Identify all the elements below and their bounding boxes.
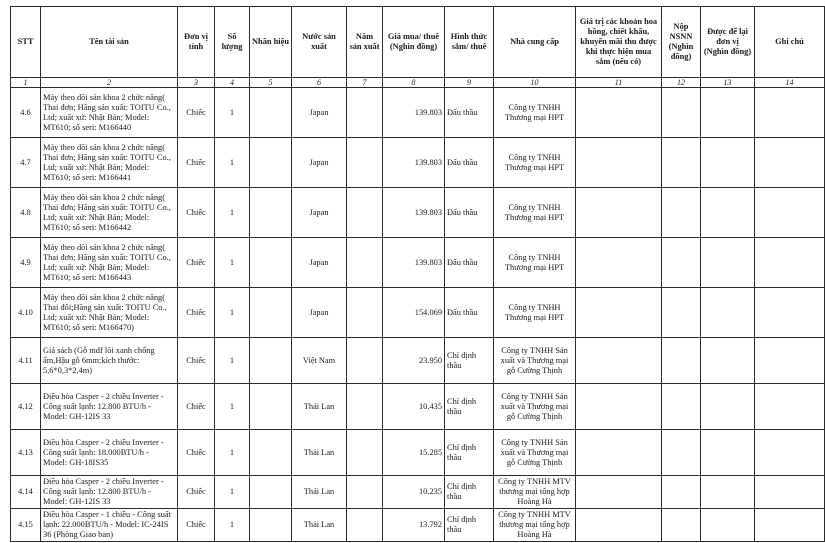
row-notes — [755, 509, 825, 542]
row-brand — [250, 384, 292, 430]
row-supplier: Công ty TNHH MTV thương mại tổng hợp Hoàng Hà — [494, 476, 576, 509]
row-asset-name: Điều hòa Casper - 2 chiều Inverter - Công suất lạnh: 12.800 BTU/h - Model: GH-12IS 33 — [41, 384, 178, 430]
row-country: Japan — [292, 188, 347, 238]
column-number: 3 — [178, 78, 215, 88]
row-asset-name: Điều hòa Casper - 2 chiều Inverter - Công suất lạnh: 12.800 BTU/h - Model: GH-12IS 33 — [41, 476, 178, 509]
row-state-budget — [662, 88, 701, 138]
row-state-budget — [662, 509, 701, 542]
row-method: Chỉ định thầu — [445, 476, 494, 509]
header-country: Nước sản xuất — [292, 7, 347, 78]
table-row — [11, 384, 825, 430]
row-quantity: 1 — [215, 88, 250, 138]
row-price: 10.235 — [383, 476, 445, 509]
row-supplier: Công ty TNHH Thương mại HPT — [494, 188, 576, 238]
row-asset-name: Điều hòa Casper - 2 chiều Inverter - Công suất lạnh: 18.000BTU/h - Model: GH-18IS35 — [41, 430, 178, 476]
row-brand — [250, 509, 292, 542]
row-commission — [576, 188, 662, 238]
row-asset-name: Điều hòa Casper - 1 chiều - Công suất lạnh: 22.000BTU/h - Model: IC-24IS 36 (Phòng Giao ban) — [41, 509, 178, 542]
row-retained — [701, 188, 755, 238]
row-stt: 4.7 — [11, 138, 41, 188]
row-brand — [250, 188, 292, 238]
table-row — [11, 238, 825, 288]
row-unit: Chiếc — [178, 238, 215, 288]
row-supplier: Công ty TNHH Thương mại HPT — [494, 88, 576, 138]
row-stt: 4.15 — [11, 509, 41, 542]
header-notes: Ghi chú — [755, 7, 825, 78]
row-notes — [755, 430, 825, 476]
row-year — [347, 138, 383, 188]
row-stt: 4.10 — [11, 288, 41, 338]
row-country: Japan — [292, 288, 347, 338]
row-method: Đấu thầu — [445, 88, 494, 138]
row-method: Đấu thầu — [445, 188, 494, 238]
row-unit: Chiếc — [178, 188, 215, 238]
row-unit: Chiếc — [178, 509, 215, 542]
row-state-budget — [662, 138, 701, 188]
row-notes — [755, 188, 825, 238]
row-retained — [701, 238, 755, 288]
row-unit: Chiếc — [178, 288, 215, 338]
row-retained — [701, 430, 755, 476]
header-state-budget: Nộp NSNN (Nghìn đồng) — [662, 7, 701, 78]
row-year — [347, 188, 383, 238]
row-supplier: Công ty TNHH Sản xuất và Thương mại gỗ Cường Thịnh — [494, 384, 576, 430]
row-quantity: 1 — [215, 138, 250, 188]
row-asset-name: Máy theo dõi sản khoa 2 chức năng( Thai đơn; Hãng sản xuất: TOITU Co., Ltd; xuất xứ: Nhật Bản; Model: MT610; số seri: M166443 — [41, 238, 178, 288]
row-unit: Chiếc — [178, 430, 215, 476]
header-stt: STT — [11, 7, 41, 78]
row-brand — [250, 138, 292, 188]
row-commission — [576, 430, 662, 476]
row-stt: 4.8 — [11, 188, 41, 238]
row-method: Chỉ định thầu — [445, 384, 494, 430]
row-brand — [250, 238, 292, 288]
header-commission: Giá trị các khoản hoa hồng, chiết khấu, khuyến mãi thu được khi thực hiện mua sắm (nếu có) — [576, 7, 662, 78]
table-row — [11, 188, 825, 238]
row-supplier: Công ty TNHH Thương mại HPT — [494, 238, 576, 288]
row-commission — [576, 338, 662, 384]
row-year — [347, 288, 383, 338]
row-state-budget — [662, 430, 701, 476]
asset-table — [10, 6, 825, 542]
row-year — [347, 476, 383, 509]
row-notes — [755, 238, 825, 288]
row-method: Chỉ định thầu — [445, 338, 494, 384]
column-number: 14 — [755, 78, 825, 88]
column-number: 12 — [662, 78, 701, 88]
row-commission — [576, 288, 662, 338]
header-asset-name: Tên tài sản — [41, 7, 178, 78]
row-notes — [755, 288, 825, 338]
row-quantity: 1 — [215, 338, 250, 384]
column-number: 4 — [215, 78, 250, 88]
row-method: Đấu thầu — [445, 288, 494, 338]
row-stt: 4.14 — [11, 476, 41, 509]
row-stt: 4.13 — [11, 430, 41, 476]
row-country: Japan — [292, 88, 347, 138]
row-notes — [755, 88, 825, 138]
row-supplier: Công ty TNHH Sản xuất và Thương mại gỗ Cường Thịnh — [494, 338, 576, 384]
row-price: 10.435 — [383, 384, 445, 430]
row-notes — [755, 338, 825, 384]
column-number: 7 — [347, 78, 383, 88]
row-retained — [701, 509, 755, 542]
row-quantity: 1 — [215, 288, 250, 338]
row-state-budget — [662, 384, 701, 430]
row-price: 139.803 — [383, 88, 445, 138]
row-supplier: Công ty TNHH Thương mại HPT — [494, 288, 576, 338]
row-state-budget — [662, 338, 701, 384]
table-row — [11, 430, 825, 476]
row-country: Thái Lan — [292, 509, 347, 542]
row-year — [347, 509, 383, 542]
row-asset-name: Máy theo dõi sản khoa 2 chức năng( Thai đơn; Hãng sản xuất: TOITU Co., Ltd; xuất xứ: Nhật Bản; Model: MT610; số seri: M166441 — [41, 138, 178, 188]
header-method: Hình thức sắm/ thuê — [445, 7, 494, 78]
row-method: Đấu thầu — [445, 238, 494, 288]
row-country: Japan — [292, 138, 347, 188]
header-supplier: Nhà cung cấp — [494, 7, 576, 78]
column-number-row — [11, 78, 825, 88]
row-asset-name: Máy theo dõi sản khoa 2 chức năng( Thai đơn; Hãng sản xuất: TOITU Co., Ltd; xuất xứ: Nhật Bản; Model: MT610; số seri: M166440 — [41, 88, 178, 138]
row-notes — [755, 476, 825, 509]
column-number: 6 — [292, 78, 347, 88]
row-price: 154.069 — [383, 288, 445, 338]
row-country: Việt Nam — [292, 338, 347, 384]
row-commission — [576, 476, 662, 509]
row-notes — [755, 138, 825, 188]
row-unit: Chiếc — [178, 88, 215, 138]
table-row — [11, 88, 825, 138]
row-retained — [701, 384, 755, 430]
row-retained — [701, 338, 755, 384]
row-year — [347, 430, 383, 476]
row-quantity: 1 — [215, 188, 250, 238]
row-commission — [576, 384, 662, 430]
row-asset-name: Máy theo dõi sản khoa 2 chức năng( Thai đôi;Hãng sản xuất: TOITU Co., Ltd; xuất xứ: Nhật Bản; Model: MT610; số seri: M166470) — [41, 288, 178, 338]
row-price: 139.803 — [383, 188, 445, 238]
row-stt: 4.9 — [11, 238, 41, 288]
asset-table-sheet — [10, 6, 804, 541]
row-country: Thái Lan — [292, 430, 347, 476]
row-year — [347, 384, 383, 430]
row-unit: Chiếc — [178, 338, 215, 384]
row-retained — [701, 88, 755, 138]
column-number: 5 — [250, 78, 292, 88]
row-country: Thái Lan — [292, 384, 347, 430]
row-asset-name: Giá sách (Gỗ mdf lõi xanh chống ẩm,Hậu gỗ 6mm;kích thước: 5,6*0,3*2,4m) — [41, 338, 178, 384]
table-row — [11, 288, 825, 338]
table-row — [11, 338, 825, 384]
header-quantity: Số lượng — [215, 7, 250, 78]
table-row — [11, 476, 825, 509]
row-notes — [755, 384, 825, 430]
column-number: 13 — [701, 78, 755, 88]
header-year: Năm sản xuất — [347, 7, 383, 78]
row-price: 23.950 — [383, 338, 445, 384]
row-quantity: 1 — [215, 430, 250, 476]
row-brand — [250, 430, 292, 476]
column-number: 2 — [41, 78, 178, 88]
table-row — [11, 509, 825, 542]
header-retained: Được để lại đơn vị (Nghìn đồng) — [701, 7, 755, 78]
header-unit: Đơn vị tính — [178, 7, 215, 78]
row-unit: Chiếc — [178, 384, 215, 430]
column-number: 11 — [576, 78, 662, 88]
row-unit: Chiếc — [178, 138, 215, 188]
row-year — [347, 238, 383, 288]
row-brand — [250, 88, 292, 138]
row-price: 139.803 — [383, 138, 445, 188]
row-price: 13.792 — [383, 509, 445, 542]
row-quantity: 1 — [215, 238, 250, 288]
row-commission — [576, 88, 662, 138]
header-brand: Nhãn hiệu — [250, 7, 292, 78]
row-method: Chỉ định thầu — [445, 430, 494, 476]
column-number: 8 — [383, 78, 445, 88]
header-price: Giá mua/ thuê (Nghìn đồng) — [383, 7, 445, 78]
row-method: Đấu thầu — [445, 138, 494, 188]
row-stt: 4.6 — [11, 88, 41, 138]
row-retained — [701, 476, 755, 509]
row-price: 15.285 — [383, 430, 445, 476]
row-supplier: Công ty TNHH Sản xuất và Thương mại gỗ Cường Thịnh — [494, 430, 576, 476]
row-state-budget — [662, 476, 701, 509]
row-brand — [250, 288, 292, 338]
row-stt: 4.12 — [11, 384, 41, 430]
row-commission — [576, 238, 662, 288]
row-quantity: 1 — [215, 384, 250, 430]
row-supplier: Công ty TNHH MTV thương mại tổng hợp Hoàng Hà — [494, 509, 576, 542]
row-method: Chỉ định thầu — [445, 509, 494, 542]
row-commission — [576, 509, 662, 542]
row-price: 139.803 — [383, 238, 445, 288]
row-year — [347, 338, 383, 384]
column-number: 10 — [494, 78, 576, 88]
column-number: 1 — [11, 78, 41, 88]
row-stt: 4.11 — [11, 338, 41, 384]
row-supplier: Công ty TNHH Thương mại HPT — [494, 138, 576, 188]
row-state-budget — [662, 238, 701, 288]
row-asset-name: Máy theo dõi sản khoa 2 chức năng( Thai đơn; Hãng sản xuất: TOITU Co., Ltd; xuất xứ: Nhật Bản; Model: MT610; số seri: M166442 — [41, 188, 178, 238]
row-retained — [701, 138, 755, 188]
row-brand — [250, 476, 292, 509]
row-country: Thái Lan — [292, 476, 347, 509]
row-state-budget — [662, 288, 701, 338]
row-unit: Chiếc — [178, 476, 215, 509]
row-country: Japan — [292, 238, 347, 288]
row-quantity: 1 — [215, 476, 250, 509]
row-quantity: 1 — [215, 509, 250, 542]
header-row — [11, 7, 825, 78]
row-brand — [250, 338, 292, 384]
row-retained — [701, 288, 755, 338]
table-row — [11, 138, 825, 188]
row-state-budget — [662, 188, 701, 238]
row-commission — [576, 138, 662, 188]
row-year — [347, 88, 383, 138]
column-number: 9 — [445, 78, 494, 88]
